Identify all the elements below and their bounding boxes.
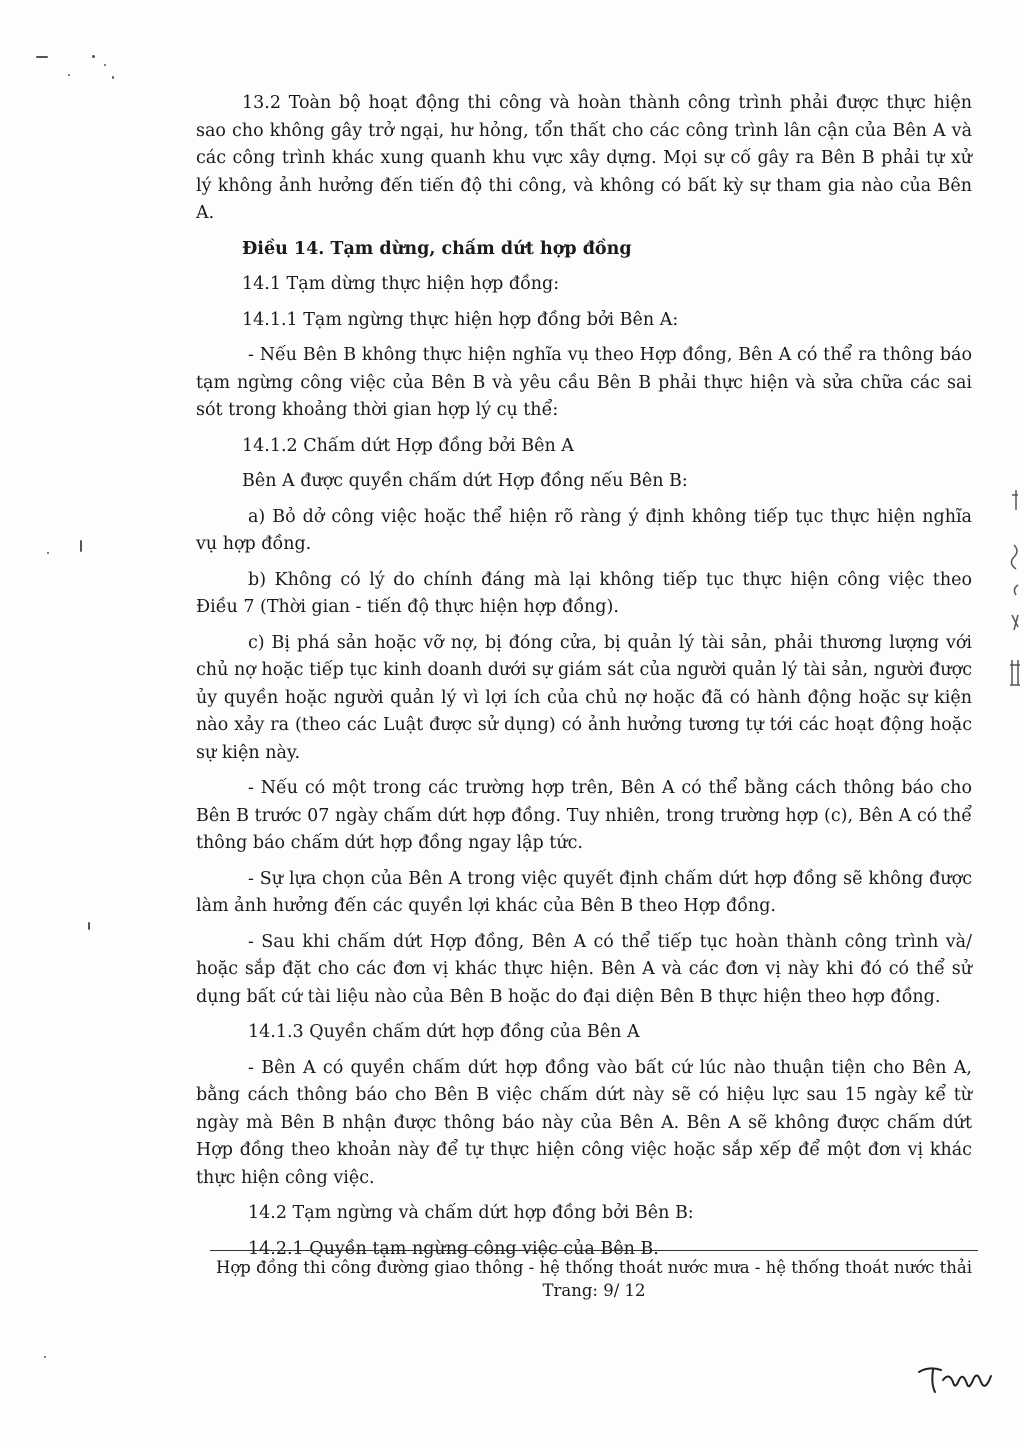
scan-speck [44, 1356, 46, 1358]
paragraph-14-1-2-a: a) Bỏ dở công việc hoặc thể hiện rõ ràng ý định không tiếp tục thực hiện nghĩa vụ hợp đồng. [196, 506, 972, 554]
document-body [196, 90, 972, 1271]
paragraph-14-1: 14.1 Tạm dừng thực hiện hợp đồng: [242, 274, 560, 294]
page-number: Trang: 9/ 12 [542, 1281, 646, 1300]
paragraph-14-1-2-dash-3: - Sau khi chấm dứt Hợp đồng, Bên A có thể tiếp tục hoàn thành công trình và/ hoặc sắp đặt cho các đơn vị khác thực hiện. Bên A và các đơn vị này khi đó có thể sử dụng bất cứ tài liệu nào của Bên B hoặc do đại diện Bên B thực hiện theo hợp đồng. [196, 931, 972, 1007]
paragraph-14-1-2-dash-1: - Nếu có một trong các trường hợp trên, Bên A có thể bằng cách thông báo cho Bên B trước 07 ngày chấm dứt hợp đồng. Tuy nhiên, trong trường hợp (c), Bên A có thể thông báo chấm dứt hợp đồng ngay lập tức. [196, 778, 972, 853]
paragraph-14-2-1: 14.2.1 Quyền tạm ngừng công việc của Bên B. [248, 1238, 659, 1259]
paragraph-14-1-2-intro: Bên A được quyền chấm dứt Hợp đồng nếu Bên B: [242, 471, 688, 491]
paragraph-14-1-1: 14.1.1 Tạm ngừng thực hiện hợp đồng bởi Bên A: [242, 309, 679, 330]
scan-speck [112, 76, 114, 79]
scan-speck [80, 540, 82, 552]
paragraph-14-1-1-item: - Nếu Bên B không thực hiện nghĩa vụ theo Hợp đồng, Bên A có thể ra thông báo tạm ngừng công việc của Bên B và yêu cầu Bên B phải thực hiện và sửa chữa các sai sót trong khoảng thời gian hợp lý cụ thể: [196, 345, 972, 420]
scan-speck [47, 552, 49, 554]
paragraph-14-1-2-c: c) Bị phá sản hoặc vỡ nợ, bị đóng cửa, bị quản lý tài sản, phải thương lượng với chủ nợ hoặc tiếp tục kinh doanh dưới sự giám sát của người quản lý tài sản, người được ủy quyền hoặc người quản lý vì lợi ích của chủ nợ hoặc đã có hành động hoặc sự kiện nào xảy ra (theo các Luật được sử dụng) có ảnh hưởng tương tự tới các hoạt động hoặc sự kiện này. [196, 632, 972, 763]
scan-speck [36, 56, 48, 58]
footer-divider [210, 1250, 978, 1251]
article-14-heading: Điều 14. Tạm dừng, chấm dứt hợp đồng [242, 238, 632, 259]
paragraph-14-1-3: 14.1.3 Quyền chấm dứt hợp đồng của Bên A [248, 1022, 640, 1042]
paragraph-14-1-3-item: - Bên A có quyền chấm dứt hợp đồng vào bất cứ lúc nào thuận tiện cho Bên A, bằng cách thông báo cho Bên B việc chấm dứt này sẽ có hiệu lực sau 15 ngày kể từ ngày mà Bên B nhận được thông báo này của Bên A. Bên A sẽ không được chấm dứt Hợp đồng theo khoản này để tự thực hiện công việc hoặc sắp xếp để một đơn vị khác thực hiện công việc. [196, 1057, 972, 1188]
paragraph-14-1-2: 14.1.2 Chấm dứt Hợp đồng bởi Bên A [242, 435, 574, 456]
scan-speck [88, 922, 90, 930]
paragraph-14-1-2-dash-2: - Sự lựa chọn của Bên A trong việc quyết định chấm dứt hợp đồng sẽ không được làm ảnh hưởng đến các quyền lợi khác của Bên B theo Hợp đồng. [196, 868, 972, 916]
footer-title: Hợp đồng thi công đường giao thông - hệ thống thoát nước mưa - hệ thống thoát nước thải [215, 1258, 972, 1277]
paragraph-13-2: 13.2 Toàn bộ hoạt động thi công và hoàn thành công trình phải được thực hiện sao cho không gây trở ngại, hư hỏng, tổn thất cho các công trình lân cận của Bên A và các công trình khác xung quanh khu vực xây dựng. Mọi sự cố gây ra Bên B phải tự xử lý không ảnh hưởng đến tiến độ thi công, và không có bất kỳ sự tham gia nào của Bên A. [196, 93, 972, 223]
scan-speck [68, 74, 70, 76]
stamp-fragment-icon [1004, 485, 1024, 705]
scan-speck [92, 55, 95, 58]
signature-initials-icon [915, 1358, 995, 1398]
paragraph-14-2: 14.2 Tạm ngừng và chấm dứt hợp đồng bởi Bên B: [248, 1203, 694, 1223]
scan-speck [104, 64, 106, 66]
paragraph-14-1-2-b: b) Không có lý do chính đáng mà lại không tiếp tục thực hiện công việc theo Điều 7 (Thời gian - tiến độ thực hiện hợp đồng). [196, 569, 972, 617]
